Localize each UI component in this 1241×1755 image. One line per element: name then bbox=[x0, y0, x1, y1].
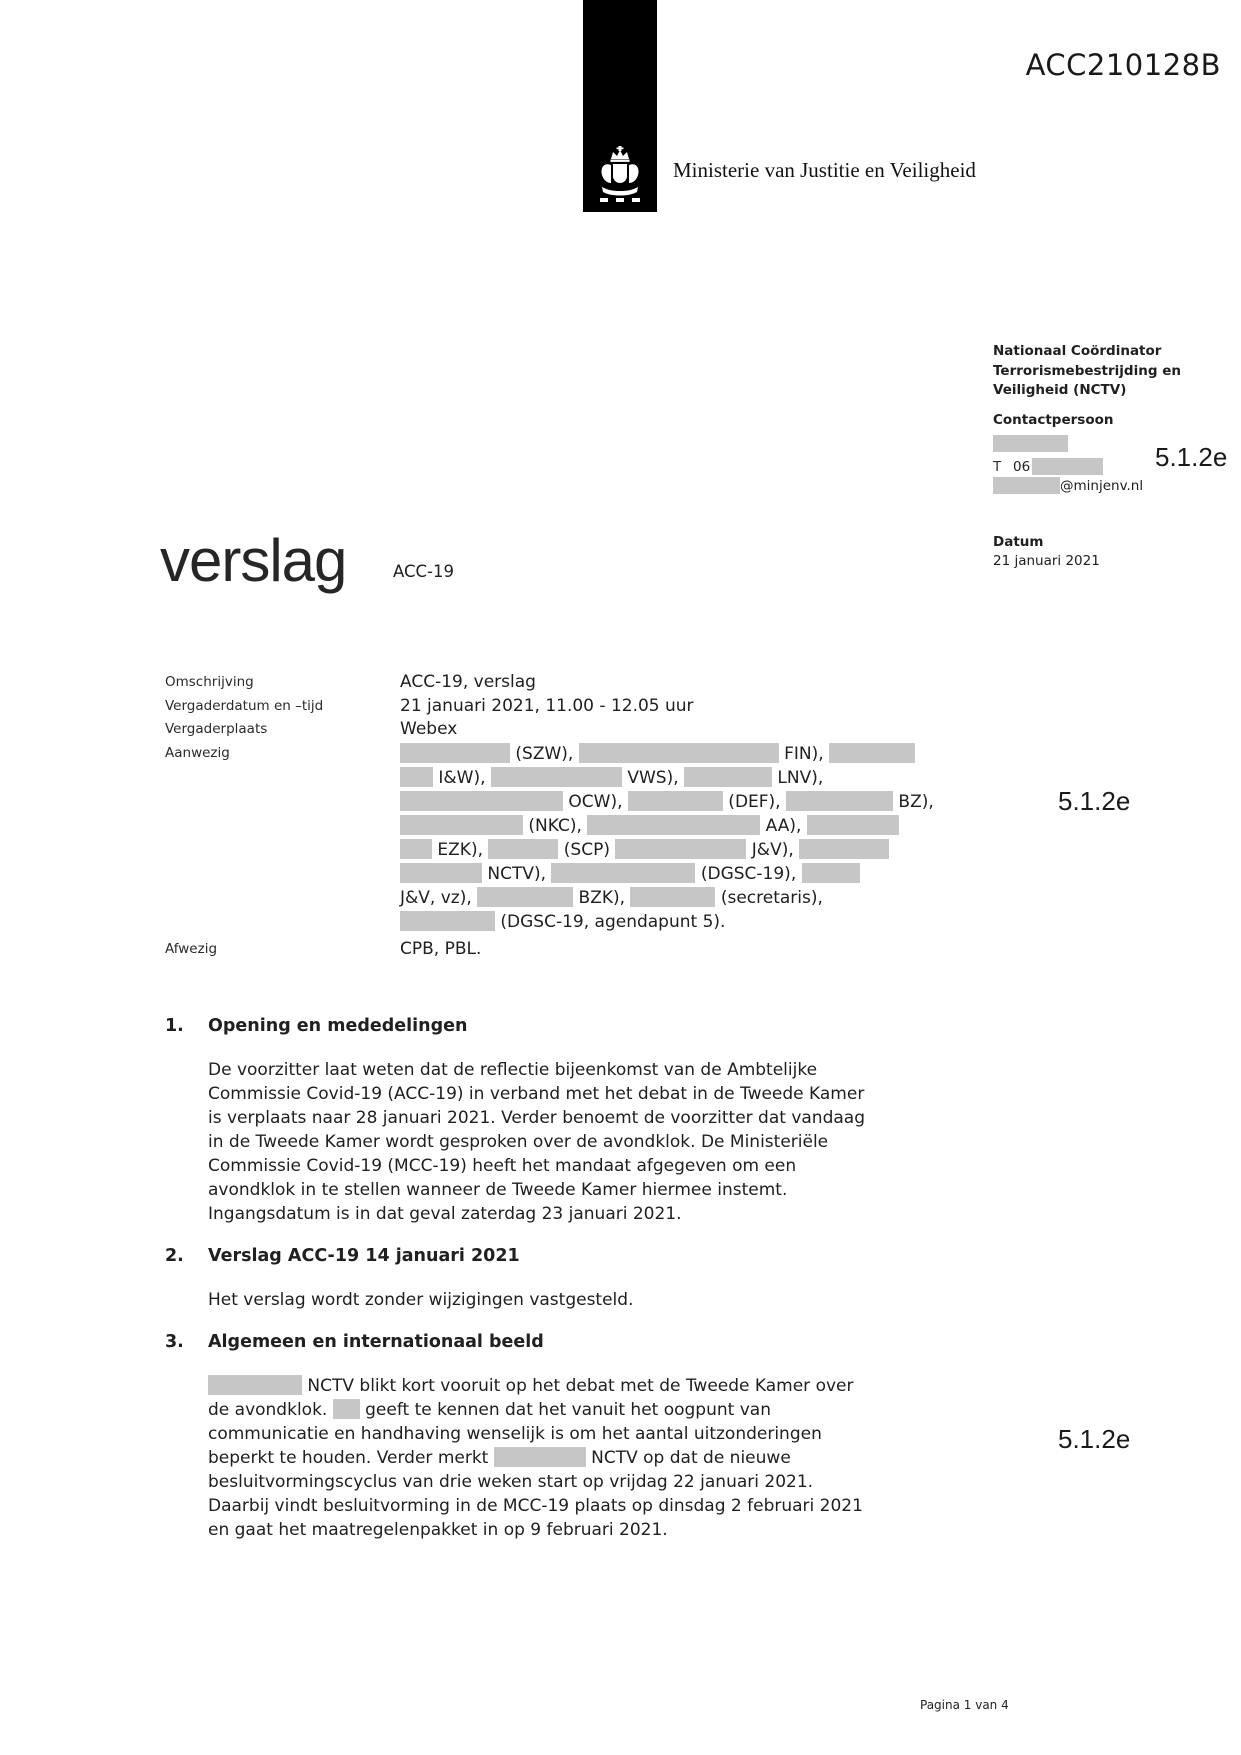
meta-value bbox=[400, 718, 457, 742]
section-title: Verslag ACC-19 14 januari 2021 bbox=[208, 1246, 520, 1266]
contact-label: Contactpersoon bbox=[993, 411, 1114, 428]
email-line bbox=[993, 477, 1228, 497]
text-line: en gaat het maatregelenpakket in op 9 februari 2021. bbox=[208, 1520, 668, 1540]
meeting-meta-table bbox=[165, 671, 1015, 961]
meta-row bbox=[165, 718, 1015, 742]
redaction-block bbox=[630, 887, 715, 907]
phone-start: 06 bbox=[1013, 458, 1031, 475]
section bbox=[165, 1244, 965, 1312]
section-heading bbox=[165, 1014, 965, 1038]
text-line: I&W), VWS), LNV), bbox=[400, 766, 934, 790]
text-line: besluitvormingscyclus van drie weken start op vrijdag 22 januari 2021. bbox=[208, 1472, 814, 1492]
meta-value bbox=[400, 695, 694, 719]
document-number: ACC210128B bbox=[1025, 48, 1221, 82]
section-body bbox=[208, 1058, 965, 1226]
redaction-block bbox=[491, 767, 622, 787]
meta-row bbox=[165, 671, 1015, 695]
text-line: in de Tweede Kamer wordt gesproken over de avondklok. De Ministeriële bbox=[208, 1132, 829, 1152]
section-title: Opening en mededelingen bbox=[208, 1016, 468, 1036]
redaction-block bbox=[477, 887, 573, 907]
redaction-block bbox=[400, 839, 432, 859]
phone-prefix: T bbox=[993, 458, 1002, 475]
text-line: ACC-19, verslag bbox=[400, 672, 536, 692]
redaction-block bbox=[802, 863, 860, 883]
redaction-block bbox=[799, 839, 889, 859]
meta-value bbox=[400, 671, 536, 695]
text-line: Daarbij vindt besluitvorming in de MCC-19 plaats op dinsdag 2 februari 2021 bbox=[208, 1496, 863, 1516]
meta-value bbox=[400, 742, 934, 934]
section-body bbox=[208, 1288, 965, 1312]
redaction-code-stamp: 5.1.2e bbox=[1058, 786, 1131, 816]
redaction-block bbox=[333, 1399, 360, 1419]
text-line: communicatie en handhaving wenselijk is om het aantal uitzonderingen bbox=[208, 1424, 822, 1444]
redaction-block bbox=[1032, 458, 1103, 475]
redaction-block bbox=[993, 477, 1060, 494]
redaction-code-stamp: 5.1.2e bbox=[1155, 442, 1228, 472]
redaction-block bbox=[400, 767, 433, 787]
meta-label: Afwezig bbox=[165, 940, 218, 957]
text-line: De voorzitter laat weten dat de reflectie bijeenkomst van de Ambtelijke bbox=[208, 1060, 818, 1080]
rijksoverheid-logo-bar bbox=[583, 0, 657, 212]
meta-value bbox=[400, 938, 481, 962]
meta-row bbox=[165, 695, 1015, 719]
section-number: 2. bbox=[165, 1246, 184, 1266]
text-line: (DGSC-19, agendapunt 5). bbox=[400, 910, 934, 934]
rijksoverheid-coat-of-arms-icon bbox=[597, 146, 643, 206]
text-line: Het verslag wordt zonder wijzigingen vastgesteld. bbox=[208, 1290, 634, 1310]
redaction-block bbox=[628, 791, 723, 811]
org-name-line: Terrorismebestrijding en bbox=[993, 362, 1181, 379]
minutes-sections bbox=[165, 1014, 965, 1560]
redaction-block bbox=[494, 1447, 586, 1467]
redaction-block bbox=[400, 791, 563, 811]
meta-label: Vergaderdatum en –tijd bbox=[165, 697, 324, 714]
ministry-name: Ministerie van Justitie en Veiligheid bbox=[673, 158, 976, 182]
redaction-block bbox=[829, 743, 915, 763]
section-body bbox=[208, 1374, 965, 1542]
text-line: EZK), (SCP) J&V), bbox=[400, 838, 934, 862]
org-name-line: Nationaal Coördinator bbox=[993, 343, 1162, 359]
meta-row bbox=[165, 742, 1015, 934]
section bbox=[165, 1330, 965, 1542]
redaction-block bbox=[400, 743, 510, 763]
meta-label: Vergaderplaats bbox=[165, 721, 268, 737]
page-number: Pagina 1 van 4 bbox=[920, 1698, 1009, 1712]
redaction-block bbox=[993, 435, 1068, 452]
redaction-block bbox=[786, 791, 893, 811]
text-line: de avondklok. geeft te kennen dat het vanuit het oogpunt van bbox=[208, 1400, 771, 1420]
text-line: NCTV blikt kort vooruit op het debat met de Tweede Kamer over bbox=[208, 1374, 965, 1398]
text-line: OCW), (DEF), BZ), bbox=[400, 790, 934, 814]
meta-row bbox=[165, 938, 1015, 962]
date-value: 21 januari 2021 bbox=[993, 553, 1100, 569]
text-line: Commissie Covid-19 (ACC-19) in verband met het debat in de Tweede Kamer bbox=[208, 1084, 865, 1104]
section-number: 3. bbox=[165, 1332, 184, 1352]
redaction-block bbox=[807, 815, 899, 835]
section-title: Algemeen en internationaal beeld bbox=[208, 1332, 544, 1352]
text-line: J&V, vz), BZK), (secretaris), bbox=[400, 887, 823, 908]
section bbox=[165, 1014, 965, 1226]
section-number: 1. bbox=[165, 1016, 184, 1036]
text-line: NCTV), (DGSC-19), bbox=[400, 862, 934, 886]
text-line: 21 januari 2021, 11.00 - 12.05 uur bbox=[400, 695, 694, 716]
date-label: Datum bbox=[993, 533, 1044, 550]
redaction-block bbox=[587, 815, 760, 835]
meta-label: Aanwezig bbox=[165, 744, 230, 761]
section-heading bbox=[165, 1330, 965, 1354]
meta-label: Omschrijving bbox=[165, 674, 254, 690]
redaction-block bbox=[684, 767, 772, 787]
redaction-block bbox=[400, 815, 523, 835]
text-line: Commissie Covid-19 (MCC-19) heeft het mandaat afgegeven om een bbox=[208, 1156, 797, 1176]
redaction-block bbox=[488, 839, 558, 859]
redaction-block bbox=[615, 839, 746, 859]
text-line: Ingangsdatum is in dat geval zaterdag 23 januari 2021. bbox=[208, 1204, 682, 1224]
redaction-block bbox=[551, 863, 695, 883]
section-heading bbox=[165, 1244, 965, 1268]
redaction-block bbox=[579, 743, 779, 763]
redaction-block bbox=[400, 911, 495, 931]
redaction-block bbox=[400, 863, 482, 883]
text-line: (NKC), AA), bbox=[400, 814, 934, 838]
text-line: beperkt te houden. Verder merkt NCTV op dat de nieuwe bbox=[208, 1448, 791, 1468]
redaction-block bbox=[208, 1375, 302, 1395]
redaction-code-stamp: 5.1.2e bbox=[1058, 1424, 1131, 1454]
text-line: avondklok in te stellen wanneer de Tweede Kamer hiermee instemt. bbox=[208, 1180, 788, 1200]
org-name-line: Veiligheid (NCTV) bbox=[993, 382, 1127, 398]
email-domain: @minjenv.nl bbox=[1060, 478, 1144, 494]
text-line: (SZW), FIN), bbox=[400, 742, 934, 766]
page-subtitle: ACC-19 bbox=[393, 562, 454, 581]
text-line: Webex bbox=[400, 719, 458, 739]
page-title: verslag bbox=[160, 527, 347, 594]
text-line: CPB, PBL. bbox=[400, 938, 482, 959]
text-line: is verplaats naar 28 januari 2021. Verder benoemt de voorzitter dat vandaag bbox=[208, 1108, 865, 1128]
